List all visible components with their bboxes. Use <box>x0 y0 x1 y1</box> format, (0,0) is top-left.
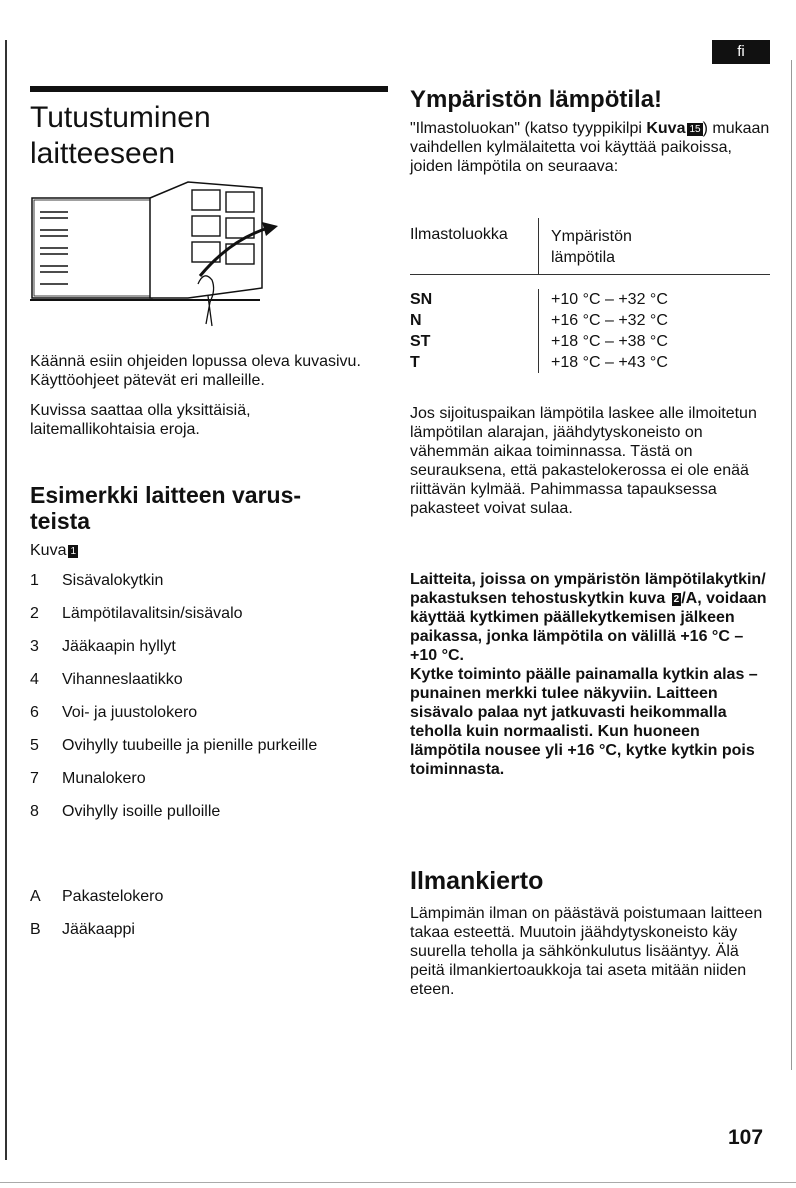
part-item-label: Voi- ja juustolokero <box>62 704 198 721</box>
language-tab: fi <box>712 40 770 64</box>
compartment-item-number: B <box>30 921 41 938</box>
climate-row <box>410 310 770 331</box>
switch-para-badge: 2 <box>673 594 680 605</box>
parts-list <box>30 571 385 835</box>
figure-reference <box>30 542 78 560</box>
air-paragraph: Lämpimän ilman on päästävä poistumaan laitteen takaa esteettä. Muutoin jäähdytyskoneisto käy suurella teholla ja sähkönkulutus lisääntyy. Älä peitä ilmankiertoaukkoja tai aseta mitään niiden eteen. <box>410 905 763 998</box>
ambient-intro-kuva: Kuva <box>646 120 686 137</box>
part-item <box>30 769 385 788</box>
switch-section <box>410 570 770 779</box>
climate-rows <box>410 289 770 373</box>
switch-paragraph-2: Kytke toiminto päälle painamalla kytkin alas – punainen merkki tulee näkyviin. Laitteen sisävalo palaa nyt jatkuvasti heikommalla teholla kuin normaalisti. Kun huoneen lämpötila nousee yli +16 °C, kytke kytkin pois toiminnasta. <box>410 666 758 778</box>
part-item-number: 1 <box>30 572 39 589</box>
part-item-label: Jääkaapin hyllyt <box>62 638 176 655</box>
climate-table <box>410 218 770 373</box>
ambient-intro-badge: 15 <box>689 124 701 135</box>
switch-paragraph-1 <box>410 570 770 665</box>
part-item-label: Lämpötilavalitsin/sisävalo <box>62 605 243 622</box>
climate-table-header <box>410 218 770 275</box>
page-edge-line-right <box>791 60 792 1070</box>
part-item-number: 3 <box>30 638 39 655</box>
compartment-item <box>30 887 385 906</box>
part-item <box>30 802 385 821</box>
header-temp <box>539 218 771 275</box>
part-item <box>30 571 385 590</box>
example-heading-line-1: Esimerkki laitteen varus- <box>30 482 302 508</box>
ambient-intro-a: "Ilmastoluokan" (katso tyyppikilpi <box>410 120 647 137</box>
part-item <box>30 637 385 656</box>
figure-badge: 1 <box>70 546 77 557</box>
part-item <box>30 670 385 689</box>
intro-paragraph-1: Käännä esiin ohjeiden lopussa oleva kuvasivu. Käyttöohjeet pätevät eri malleille. <box>30 353 361 389</box>
climate-class: N <box>410 310 539 331</box>
compartment-item-label: Pakastelokero <box>62 888 164 905</box>
part-item-label: Ovihylly tuubeille ja pienille purkeille <box>62 737 318 754</box>
compartment-item <box>30 920 385 939</box>
page-edge-line <box>5 40 7 1160</box>
below-min-section <box>410 404 770 518</box>
part-item <box>30 604 385 623</box>
climate-range: +18 °C – +43 °C <box>551 354 668 371</box>
air-heading: Ilmankierto <box>410 867 544 895</box>
part-item <box>30 703 385 722</box>
climate-row <box>410 352 770 373</box>
part-item-number: 4 <box>30 671 39 688</box>
example-heading <box>30 482 380 534</box>
table-divider <box>410 275 770 290</box>
air-section <box>410 866 770 999</box>
climate-class: SN <box>410 289 539 310</box>
bottom-edge-line <box>0 1182 796 1183</box>
part-item-label: Ovihylly isoille pulloille <box>62 803 221 820</box>
section-title <box>30 100 390 172</box>
climate-table-wrap <box>410 218 770 373</box>
climate-row <box>410 289 770 310</box>
ambient-intro <box>410 119 770 176</box>
compartment-item-label: Jääkaappi <box>62 921 135 938</box>
page-number: 107 <box>728 1126 764 1149</box>
part-item-label: Munalokero <box>62 770 146 787</box>
part-item-number: 5 <box>30 737 39 754</box>
intro-paragraph-2: Kuvissa saattaa olla yksittäisiä, laitemallikohtaisia eroja. <box>30 402 251 438</box>
title-line-2: laitteeseen <box>30 137 176 170</box>
below-min-paragraph: Jos sijoituspaikan lämpötila laskee alle ilmoitetun lämpötilan alarajan, jäähdytyskoneisto on vähemmän aikaa toiminnassa. Tästä on seurauksena, että pakastelokerossa ei ole enää riittävän kylmää. Pahimmassa tapauksessa pakasteet voivat sulaa. <box>410 405 757 517</box>
climate-class: ST <box>410 331 539 352</box>
part-item-label: Sisävalokytkin <box>62 572 164 589</box>
header-temp-line-1: Ympäristön <box>551 228 632 245</box>
switch-para-a: Laitteita, joissa on ympäristön lämpötilakytkin/ pakastuksen tehostuskytkin kuva <box>410 571 766 607</box>
section-top-bar <box>30 86 388 92</box>
title-line-1: Tutustuminen <box>30 101 211 134</box>
header-class: Ilmastoluokka <box>410 218 539 275</box>
climate-class: T <box>410 352 539 373</box>
climate-range: +10 °C – +32 °C <box>551 291 668 308</box>
climate-row <box>410 331 770 352</box>
switch-para-b: /A, voidaan käyttää kytkimen päällekytkemisen jälkeen paikassa, jonka lämpötila on välillä +16 °C – +10 °C. <box>410 590 767 664</box>
ambient-intro-b: ) mukaan vaihdellen kylmälaitetta voi käyttää paikoissa, joiden lämpötila on seuraava: <box>410 120 770 175</box>
manual-page-illustration <box>30 180 290 330</box>
part-item-number: 8 <box>30 803 39 820</box>
intro-paragraphs <box>30 352 380 439</box>
climate-range: +16 °C – +32 °C <box>551 312 668 329</box>
climate-range: +18 °C – +38 °C <box>551 333 668 350</box>
part-item-label: Vihanneslaatikko <box>62 671 183 688</box>
header-temp-line-2: lämpötila <box>551 249 616 266</box>
part-item <box>30 736 385 755</box>
compartment-list <box>30 887 385 953</box>
ambient-section <box>410 86 770 176</box>
part-item-number: 6 <box>30 704 39 721</box>
part-item-number: 2 <box>30 605 39 622</box>
ambient-heading: Ympäristön lämpötila! <box>410 86 663 113</box>
compartment-item-number: A <box>30 888 41 905</box>
part-item-number: 7 <box>30 770 39 787</box>
figure-label: Kuva <box>30 542 67 559</box>
example-heading-line-2: teista <box>30 508 91 534</box>
